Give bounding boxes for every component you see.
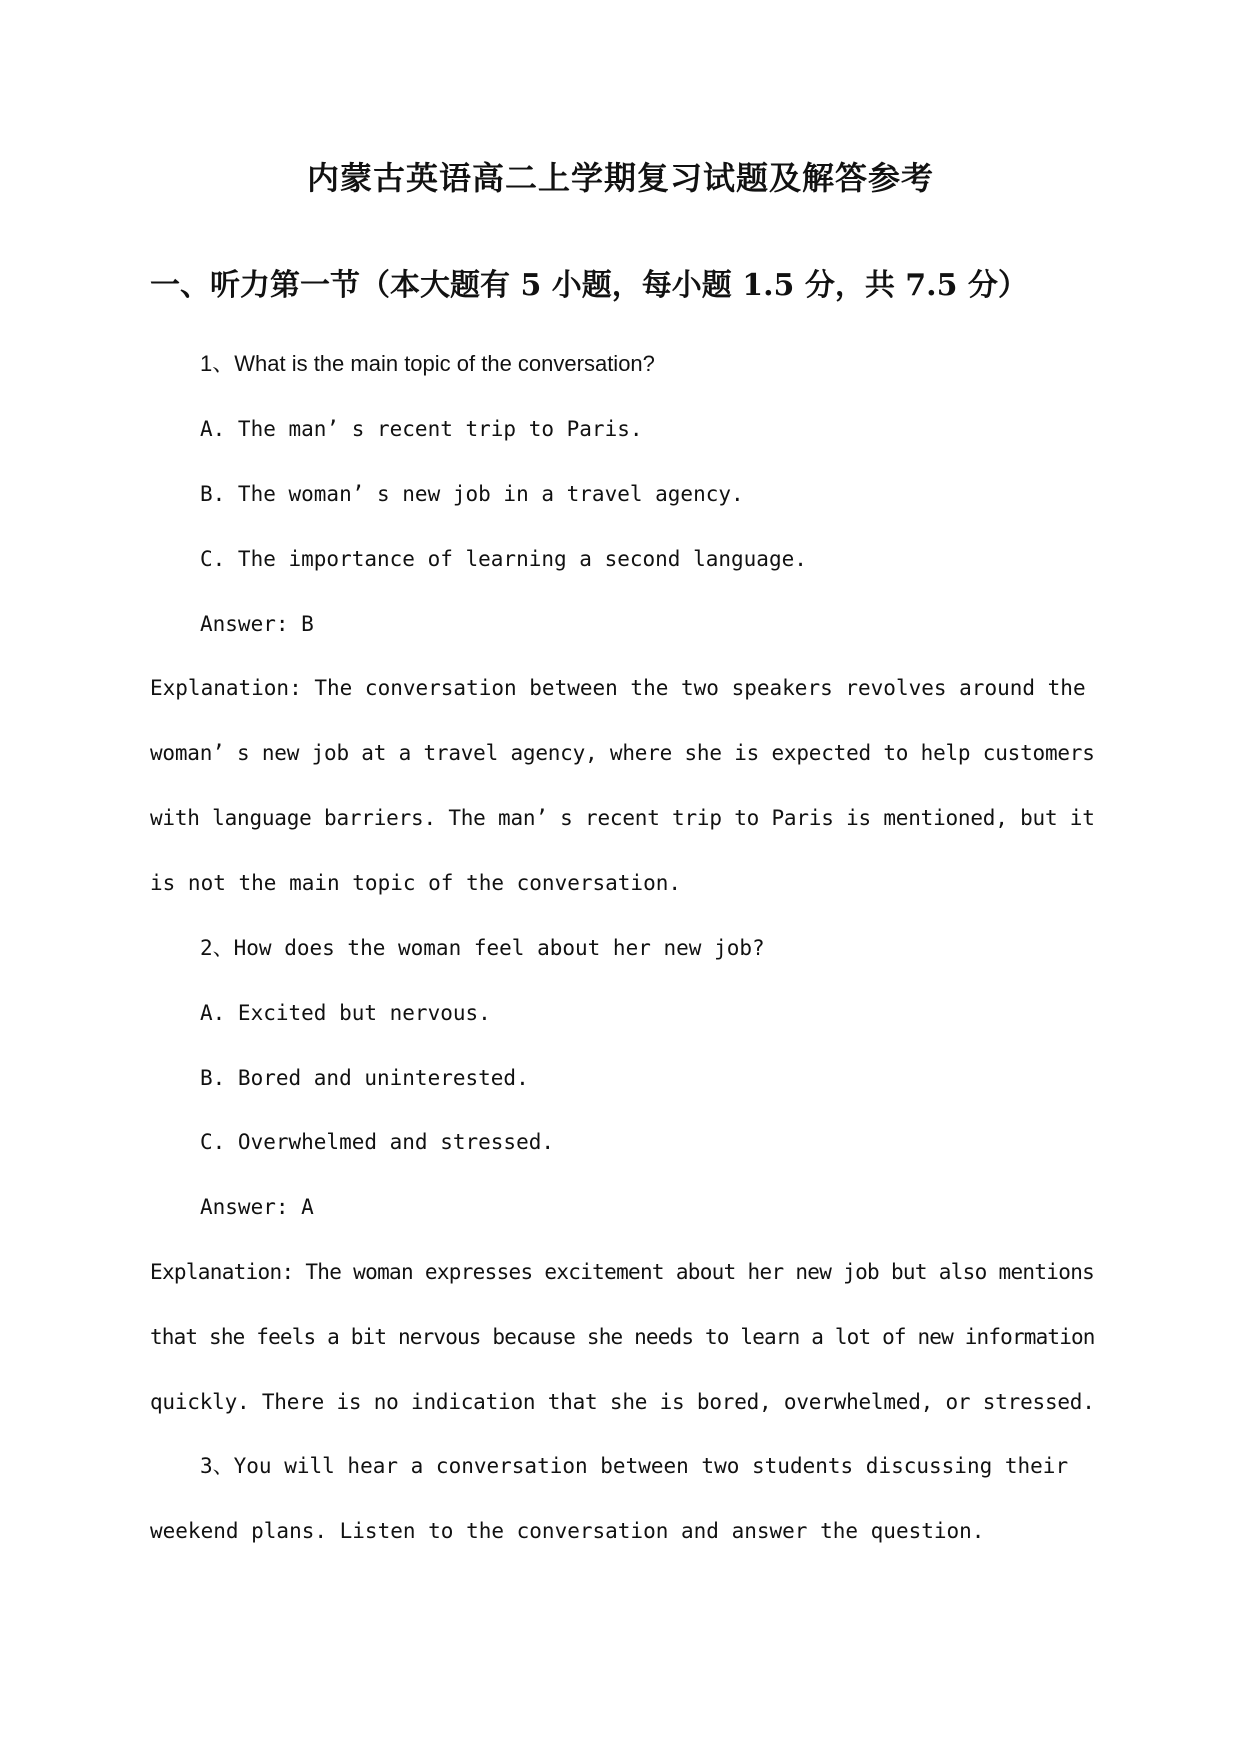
question-2-answer: Answer: A <box>200 1195 314 1219</box>
question-2-option-c: C. Overwhelmed and stressed. <box>200 1130 555 1154</box>
question-1-option-a: A. The man’ s recent trip to Paris. <box>200 417 643 441</box>
question-2-explanation-line: quickly. There is no indication that she is bored, overwhelmed, or stressed. <box>150 1390 1095 1414</box>
question-1-explanation-line: with language barriers. The man’ s recent trip to Paris is mentioned, but it <box>150 806 1095 830</box>
question-2-explanation-line: Explanation: The woman expresses excitement about her new job but also mentions <box>150 1260 1095 1284</box>
question-2-option-b: B. Bored and uninterested. <box>200 1066 529 1090</box>
question-1-explanation-line: is not the main topic of the conversation. <box>150 871 682 895</box>
question-2-option-a: A. Excited but nervous. <box>200 1001 491 1025</box>
document-title: 内蒙古英语高二上学期复习试题及解答参考 <box>306 159 934 197</box>
question-1-option-b: B. The woman’ s new job in a travel agency. <box>200 482 744 506</box>
question-1-stem: 1、What is the main topic of the conversation? <box>200 351 655 376</box>
question-2-explanation-line: that she feels a bit nervous because she needs to learn a lot of new information <box>150 1325 1095 1349</box>
question-1-option-c: C. The importance of learning a second language. <box>200 547 807 571</box>
question-1-answer: Answer: B <box>200 612 314 636</box>
question-2-stem: 2、How does the woman feel about her new job? <box>200 936 765 960</box>
question-1-explanation-line: woman’ s new job at a travel agency, where she is expected to help customers <box>150 741 1095 765</box>
question-3-stem-continued: weekend plans. Listen to the conversation and answer the question. <box>150 1519 985 1543</box>
question-3-stem: 3、You will hear a conversation between two students discussing their <box>200 1454 1069 1478</box>
question-1-explanation-line: Explanation: The conversation between the two speakers revolves around the <box>150 676 1086 700</box>
section-heading: 一、听力第一节（本大题有 5 小题，每小题 1.5 分，共 7.5 分） <box>150 268 1028 303</box>
